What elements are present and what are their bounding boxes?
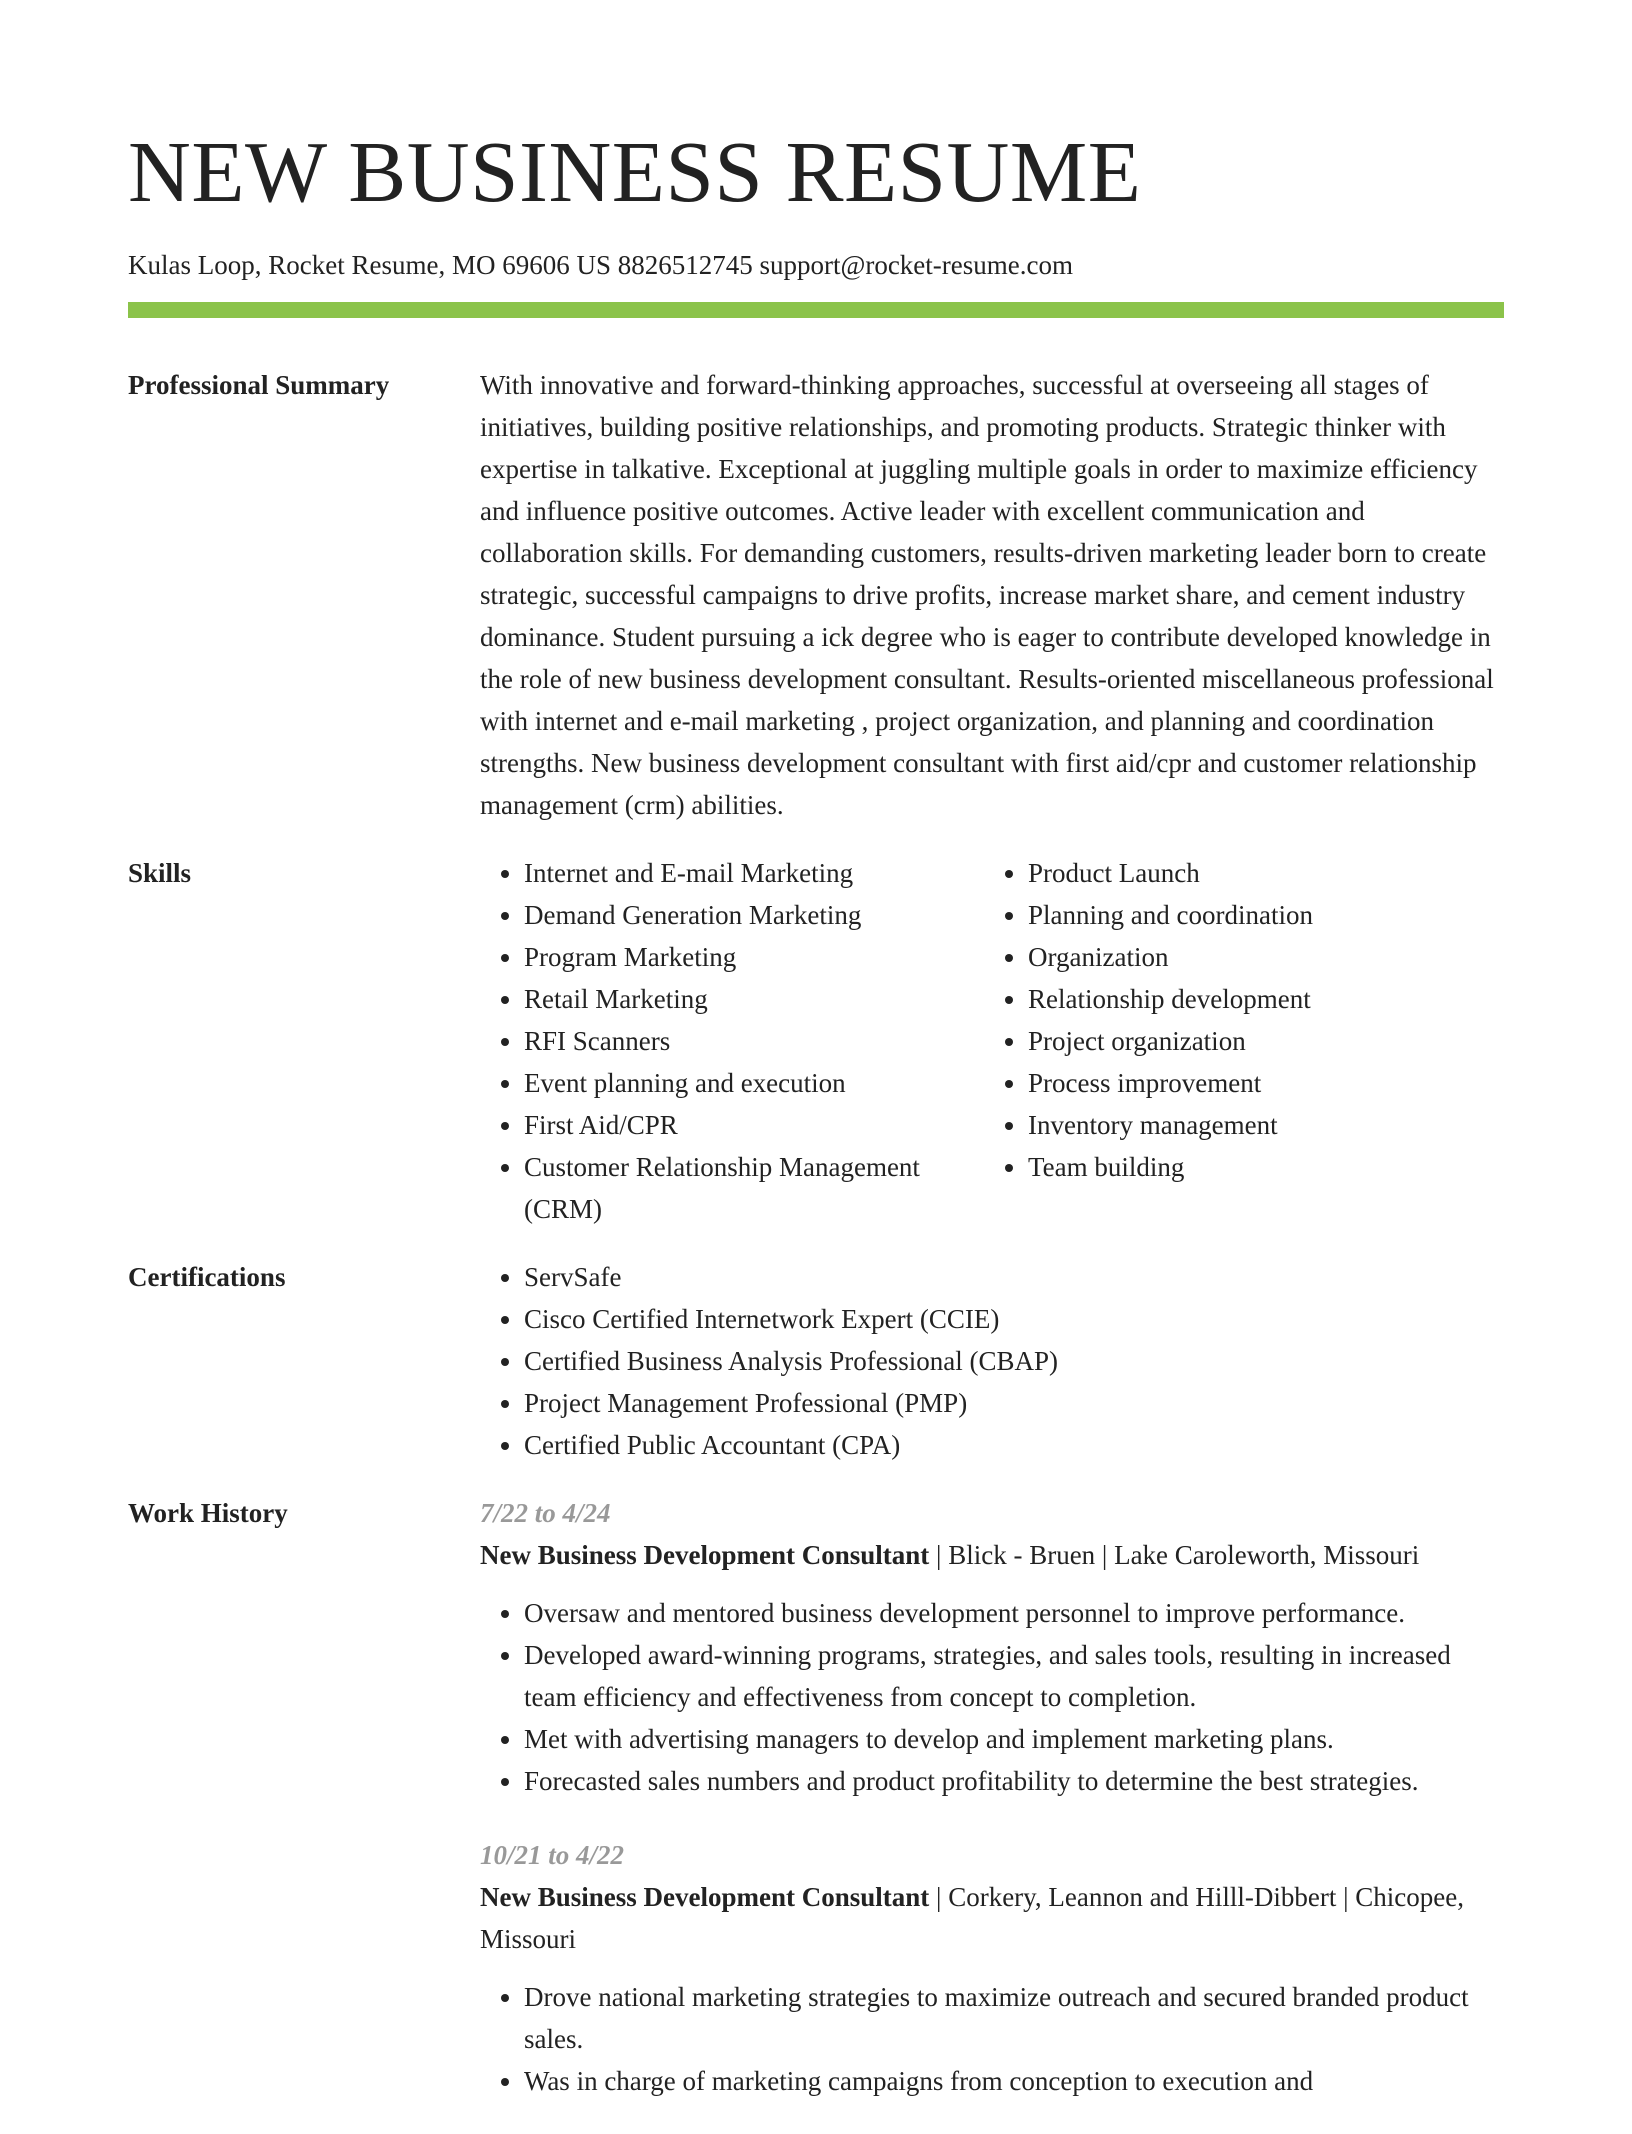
- skills-list-right: [984, 852, 1508, 1230]
- skill-item: • Relationship development: [1028, 978, 1508, 1020]
- skill-item: • Retail Marketing: [524, 978, 984, 1020]
- certification-item: • Certified Business Analysis Professional (CBAP): [524, 1340, 1504, 1382]
- job-bullet: • Developed award-winning programs, strategies, and sales tools, resulting in increased team efficiency and effectiveness from concept to completion.: [524, 1634, 1504, 1718]
- certification-item: • Certified Public Accountant (CPA): [524, 1424, 1504, 1466]
- certifications-list: [480, 1256, 1504, 1466]
- skill-item: • Internet and E-mail Marketing: [524, 852, 984, 894]
- skill-item: • Product Launch: [1028, 852, 1508, 894]
- work-history-section: [128, 1496, 1504, 2134]
- job-title: New Business Development Consultant: [480, 1540, 930, 1570]
- job-heading: [480, 1876, 1504, 1960]
- skill-item: • Inventory management: [1028, 1104, 1508, 1146]
- job-bullets: [480, 1976, 1504, 2102]
- certification-item: • ServSafe: [524, 1256, 1504, 1298]
- certification-item: • Project Management Professional (PMP): [524, 1382, 1504, 1424]
- summary-text: With innovative and forward-thinking approaches, successful at overseeing all stages of initiatives, building positive relationships, and promoting products. Strategic thinker with expertise in talkative. Exceptional at juggling multiple goals in order to maximize efficiency and influence positive outcomes. Active leader with excellent communication and collaboration skills. For demanding customers, results-driven marketing leader born to create strategic, successful campaigns to drive profits, increase market share, and cement industry dominance. Student pursuing a ick degree who is eager to contribute developed knowledge in the role of new business development consultant. Results-oriented miscellaneous professional with internet and e-mail marketing , project organization, and planning and coordination strengths. New business development consultant with first aid/cpr and customer relationship management (crm) abilities.: [480, 370, 1494, 820]
- job-dates: 10/21 to 4/22: [480, 1840, 625, 1870]
- job-heading: [480, 1534, 1504, 1576]
- section-heading-certifications: Certifications: [128, 1262, 286, 1292]
- section-heading-skills: Skills: [128, 858, 192, 888]
- job-employer-location: | Corkery, Leannon and Hilll-Dibbert | Chicopee, Missouri: [480, 1882, 1464, 1954]
- job-bullet: • Forecasted sales numbers and product profitability to determine the best strategies.: [524, 1760, 1504, 1802]
- job-entry: [480, 1492, 1504, 1802]
- job-employer-location: | Blick - Bruen | Lake Caroleworth, Missouri: [929, 1540, 1420, 1570]
- certification-item: • Cisco Certified Internetwork Expert (CCIE): [524, 1298, 1504, 1340]
- job-bullet: • Was in charge of marketing campaigns from conception to execution and: [524, 2060, 1504, 2102]
- resume-page: [128, 0, 1504, 2134]
- skills-section: [128, 856, 1504, 1230]
- skill-item: • Demand Generation Marketing: [524, 894, 984, 936]
- skill-item: • RFI Scanners: [524, 1020, 984, 1062]
- job-bullet: • Drove national marketing strategies to maximize outreach and secured branded product sales.: [524, 1976, 1504, 2060]
- job-entry: [480, 1834, 1504, 2102]
- skill-item: • Program Marketing: [524, 936, 984, 978]
- skill-item: • Organization: [1028, 936, 1508, 978]
- skill-item: • Planning and coordination: [1028, 894, 1508, 936]
- skill-item: • First Aid/CPR: [524, 1104, 984, 1146]
- skill-item: • Event planning and execution: [524, 1062, 984, 1104]
- header-divider: [128, 302, 1504, 318]
- skill-item: • Customer Relationship Management (CRM): [524, 1146, 984, 1230]
- certifications-section: [128, 1260, 1504, 1466]
- job-title: New Business Development Consultant: [480, 1882, 930, 1912]
- job-bullets: [480, 1592, 1504, 1802]
- job-bullet: • Oversaw and mentored business development personnel to improve performance.: [524, 1592, 1504, 1634]
- skills-list-left: [480, 852, 984, 1230]
- contact-line: Kulas Loop, Rocket Resume, MO 69606 US 8826512745 support@rocket-resume.com: [128, 250, 1073, 280]
- job-bullet: • Met with advertising managers to develop and implement marketing plans.: [524, 1718, 1504, 1760]
- job-dates: 7/22 to 4/24: [480, 1498, 611, 1528]
- summary-section: [128, 368, 1504, 826]
- resume-name: NEW BUSINESS RESUME: [128, 123, 1142, 220]
- skill-item: • Team building: [1028, 1146, 1508, 1188]
- skill-item: • Project organization: [1028, 1020, 1508, 1062]
- section-heading-summary: Professional Summary: [128, 370, 390, 400]
- skill-item: • Process improvement: [1028, 1062, 1508, 1104]
- section-heading-work-history: Work History: [128, 1498, 288, 1528]
